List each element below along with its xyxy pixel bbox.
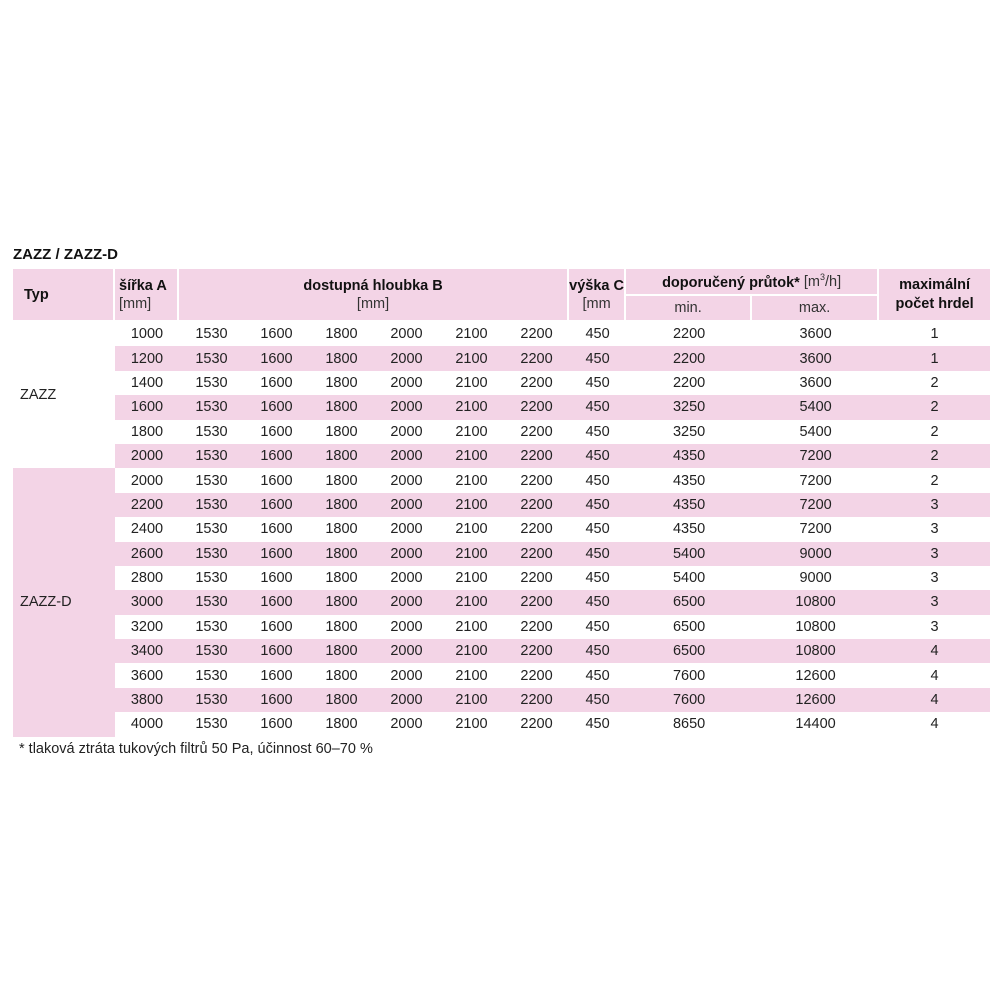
hloubka-cell: 2100 (439, 590, 504, 614)
vyska-cell: 450 (569, 542, 626, 566)
header-min: min. (626, 296, 752, 322)
table-row (13, 566, 990, 590)
hloubka-cell: 1530 (179, 712, 244, 736)
sirka-cell: 1400 (115, 371, 179, 395)
sirka-cell: 1600 (115, 395, 179, 419)
hloubka-cell: 2200 (504, 590, 569, 614)
prutok-max-cell: 9000 (752, 542, 879, 566)
hloubka-cell: 2100 (439, 444, 504, 468)
table-row (13, 322, 990, 346)
hloubka-cell: 1600 (244, 590, 309, 614)
table-row (13, 688, 990, 712)
hrdla-cell: 2 (879, 420, 990, 444)
table-row (13, 468, 990, 492)
vyska-cell: 450 (569, 371, 626, 395)
hloubka-cell: 2100 (439, 615, 504, 639)
table-row (13, 493, 990, 517)
hloubka-cell: 1800 (309, 615, 374, 639)
vyska-cell: 450 (569, 493, 626, 517)
hloubka-cell: 2000 (374, 615, 439, 639)
prutok-min-cell: 4350 (626, 444, 752, 468)
prutok-min-cell: 6500 (626, 639, 752, 663)
header-vyska: výška C [mm (569, 269, 626, 322)
hloubka-cell: 2000 (374, 517, 439, 541)
hloubka-cell: 2000 (374, 468, 439, 492)
type-cell: ZAZZ-D (13, 468, 115, 736)
prutok-max-cell: 7200 (752, 493, 879, 517)
table-row (13, 615, 990, 639)
prutok-min-cell: 8650 (626, 712, 752, 736)
hloubka-cell: 1800 (309, 542, 374, 566)
table-row (13, 639, 990, 663)
hloubka-cell: 2100 (439, 346, 504, 370)
prutok-max-cell: 7200 (752, 517, 879, 541)
hrdla-cell: 3 (879, 590, 990, 614)
hrdla-cell: 4 (879, 639, 990, 663)
sirka-cell: 1800 (115, 420, 179, 444)
table-row (13, 517, 990, 541)
vyska-cell: 450 (569, 517, 626, 541)
hloubka-cell: 1600 (244, 493, 309, 517)
hloubka-cell: 1800 (309, 468, 374, 492)
hloubka-cell: 2200 (504, 371, 569, 395)
hloubka-cell: 2100 (439, 663, 504, 687)
prutok-max-cell: 12600 (752, 663, 879, 687)
hloubka-cell: 2100 (439, 468, 504, 492)
hloubka-cell: 1530 (179, 542, 244, 566)
hloubka-cell: 2200 (504, 395, 569, 419)
hloubka-cell: 1800 (309, 444, 374, 468)
hloubka-cell: 1800 (309, 346, 374, 370)
hloubka-cell: 2100 (439, 371, 504, 395)
hloubka-cell: 1800 (309, 371, 374, 395)
hrdla-cell: 2 (879, 468, 990, 492)
prutok-min-cell: 4350 (626, 517, 752, 541)
hloubka-cell: 2000 (374, 712, 439, 736)
hloubka-cell: 2100 (439, 493, 504, 517)
header-max: max. (752, 296, 879, 322)
vyska-cell: 450 (569, 712, 626, 736)
hrdla-cell: 3 (879, 615, 990, 639)
footnote: * tlaková ztráta tukových filtrů 50 Pa, účinnost 60–70 % (19, 741, 373, 757)
hloubka-cell: 2200 (504, 542, 569, 566)
header-hrdla: maximální počet hrdel (879, 269, 990, 322)
vyska-cell: 450 (569, 688, 626, 712)
hloubka-cell: 2100 (439, 688, 504, 712)
sirka-cell: 1200 (115, 346, 179, 370)
hloubka-cell: 2200 (504, 517, 569, 541)
hloubka-cell: 1530 (179, 420, 244, 444)
sirka-cell: 3600 (115, 663, 179, 687)
sirka-cell: 2000 (115, 468, 179, 492)
hloubka-cell: 1530 (179, 590, 244, 614)
hloubka-cell: 1600 (244, 566, 309, 590)
vyska-cell: 450 (569, 420, 626, 444)
prutok-min-cell: 2200 (626, 371, 752, 395)
hloubka-cell: 1800 (309, 639, 374, 663)
header-sirka: šířka A [mm] (115, 269, 179, 322)
hrdla-cell: 4 (879, 712, 990, 736)
hloubka-cell: 1800 (309, 517, 374, 541)
hloubka-cell: 1800 (309, 663, 374, 687)
sirka-cell: 3200 (115, 615, 179, 639)
hloubka-cell: 1530 (179, 566, 244, 590)
prutok-max-cell: 5400 (752, 395, 879, 419)
hloubka-cell: 1800 (309, 688, 374, 712)
vyska-cell: 450 (569, 566, 626, 590)
hrdla-cell: 3 (879, 493, 990, 517)
vyska-cell: 450 (569, 663, 626, 687)
table-body (13, 322, 990, 737)
prutok-max-cell: 14400 (752, 712, 879, 736)
sirka-cell: 2000 (115, 444, 179, 468)
hloubka-cell: 2100 (439, 542, 504, 566)
hloubka-cell: 2000 (374, 395, 439, 419)
prutok-min-cell: 7600 (626, 688, 752, 712)
hrdla-cell: 4 (879, 688, 990, 712)
vyska-cell: 450 (569, 468, 626, 492)
hrdla-cell: 1 (879, 346, 990, 370)
hloubka-cell: 2200 (504, 468, 569, 492)
hloubka-cell: 2200 (504, 493, 569, 517)
hloubka-cell: 2200 (504, 346, 569, 370)
prutok-max-cell: 5400 (752, 420, 879, 444)
table-row (13, 395, 990, 419)
hloubka-cell: 2000 (374, 371, 439, 395)
hloubka-cell: 2200 (504, 444, 569, 468)
hloubka-cell: 2000 (374, 566, 439, 590)
prutok-max-cell: 3600 (752, 346, 879, 370)
hloubka-cell: 1530 (179, 468, 244, 492)
hloubka-cell: 1600 (244, 468, 309, 492)
hloubka-cell: 1600 (244, 615, 309, 639)
hloubka-cell: 2000 (374, 493, 439, 517)
prutok-min-cell: 6500 (626, 615, 752, 639)
hloubka-cell: 2100 (439, 517, 504, 541)
hloubka-cell: 1530 (179, 663, 244, 687)
hloubka-cell: 1600 (244, 395, 309, 419)
table-row (13, 712, 990, 736)
type-cell: ZAZZ (13, 322, 115, 468)
prutok-max-cell: 7200 (752, 468, 879, 492)
hloubka-cell: 1800 (309, 712, 374, 736)
hloubka-cell: 1600 (244, 420, 309, 444)
prutok-max-cell: 7200 (752, 444, 879, 468)
prutok-max-cell: 10800 (752, 590, 879, 614)
sirka-cell: 3800 (115, 688, 179, 712)
hloubka-cell: 1530 (179, 517, 244, 541)
hloubka-cell: 1600 (244, 346, 309, 370)
prutok-max-cell: 10800 (752, 615, 879, 639)
hloubka-cell: 2200 (504, 688, 569, 712)
hloubka-cell: 1800 (309, 590, 374, 614)
hloubka-cell: 2200 (504, 566, 569, 590)
sirka-cell: 2200 (115, 493, 179, 517)
hloubka-cell: 1800 (309, 566, 374, 590)
hloubka-cell: 2000 (374, 590, 439, 614)
sirka-cell: 1000 (115, 322, 179, 346)
hrdla-cell: 2 (879, 395, 990, 419)
prutok-min-cell: 5400 (626, 566, 752, 590)
prutok-min-cell: 3250 (626, 420, 752, 444)
vyska-cell: 450 (569, 590, 626, 614)
sirka-cell: 4000 (115, 712, 179, 736)
prutok-min-cell: 2200 (626, 346, 752, 370)
vyska-cell: 450 (569, 639, 626, 663)
prutok-min-cell: 7600 (626, 663, 752, 687)
hrdla-cell: 4 (879, 663, 990, 687)
hloubka-cell: 1600 (244, 712, 309, 736)
table-row (13, 371, 990, 395)
hloubka-cell: 2100 (439, 566, 504, 590)
header-prutok: doporučený průtok* $[m^3/h]$ (626, 269, 879, 296)
hloubka-cell: 1530 (179, 639, 244, 663)
prutok-max-cell: 3600 (752, 322, 879, 346)
hloubka-cell: 2000 (374, 322, 439, 346)
sirka-cell: 3000 (115, 590, 179, 614)
sirka-cell: 3400 (115, 639, 179, 663)
header-hloubka: dostupná hloubka B [mm] (179, 269, 569, 322)
table-row (13, 346, 990, 370)
hloubka-cell: 1800 (309, 493, 374, 517)
hrdla-cell: 1 (879, 322, 990, 346)
hloubka-cell: 2100 (439, 395, 504, 419)
table-row (13, 663, 990, 687)
hloubka-cell: 2200 (504, 615, 569, 639)
sirka-cell: 2600 (115, 542, 179, 566)
hloubka-cell: 2100 (439, 322, 504, 346)
hloubka-cell: 2000 (374, 444, 439, 468)
hrdla-cell: 3 (879, 542, 990, 566)
hloubka-cell: 2000 (374, 639, 439, 663)
spec-table (13, 269, 990, 737)
hloubka-cell: 1530 (179, 444, 244, 468)
prutok-min-cell: 6500 (626, 590, 752, 614)
vyska-cell: 450 (569, 346, 626, 370)
hloubka-cell: 2200 (504, 663, 569, 687)
hloubka-cell: 2000 (374, 688, 439, 712)
sirka-cell: 2400 (115, 517, 179, 541)
hrdla-cell: 2 (879, 444, 990, 468)
hloubka-cell: 2100 (439, 639, 504, 663)
table-row (13, 420, 990, 444)
hloubka-cell: 2100 (439, 712, 504, 736)
prutok-min-cell: 4350 (626, 468, 752, 492)
hloubka-cell: 2000 (374, 346, 439, 370)
sirka-cell: 2800 (115, 566, 179, 590)
hloubka-cell: 1600 (244, 371, 309, 395)
hloubka-cell: 1530 (179, 395, 244, 419)
prutok-min-cell: 2200 (626, 322, 752, 346)
hloubka-cell: 1530 (179, 346, 244, 370)
vyska-cell: 450 (569, 444, 626, 468)
prutok-max-cell: 9000 (752, 566, 879, 590)
hloubka-cell: 2200 (504, 322, 569, 346)
vyska-cell: 450 (569, 395, 626, 419)
hloubka-cell: 1600 (244, 688, 309, 712)
hloubka-cell: 1600 (244, 639, 309, 663)
vyska-cell: 450 (569, 322, 626, 346)
hloubka-cell: 2000 (374, 420, 439, 444)
hloubka-cell: 2200 (504, 712, 569, 736)
hloubka-cell: 1800 (309, 420, 374, 444)
header-typ: Typ (13, 269, 115, 322)
prutok-min-cell: 3250 (626, 395, 752, 419)
prutok-max-cell: 10800 (752, 639, 879, 663)
hloubka-cell: 2100 (439, 420, 504, 444)
hloubka-cell: 1600 (244, 663, 309, 687)
table-row (13, 590, 990, 614)
vyska-cell: 450 (569, 615, 626, 639)
table-title: ZAZZ / ZAZZ-D (13, 246, 118, 263)
hrdla-cell: 2 (879, 371, 990, 395)
hloubka-cell: 1600 (244, 444, 309, 468)
hrdla-cell: 3 (879, 517, 990, 541)
hloubka-cell: 1600 (244, 322, 309, 346)
hloubka-cell: 1530 (179, 493, 244, 517)
hloubka-cell: 1530 (179, 322, 244, 346)
prutok-min-cell: 5400 (626, 542, 752, 566)
hloubka-cell: 2200 (504, 420, 569, 444)
hloubka-cell: 1800 (309, 395, 374, 419)
hloubka-cell: 1530 (179, 688, 244, 712)
hloubka-cell: 1530 (179, 371, 244, 395)
hloubka-cell: 1600 (244, 542, 309, 566)
table-row (13, 444, 990, 468)
hloubka-cell: 2000 (374, 542, 439, 566)
prutok-min-cell: 4350 (626, 493, 752, 517)
hloubka-cell: 2000 (374, 663, 439, 687)
prutok-max-cell: 12600 (752, 688, 879, 712)
hrdla-cell: 3 (879, 566, 990, 590)
hloubka-cell: 1530 (179, 615, 244, 639)
hloubka-cell: 1600 (244, 517, 309, 541)
table-row (13, 542, 990, 566)
hloubka-cell: 1800 (309, 322, 374, 346)
prutok-max-cell: 3600 (752, 371, 879, 395)
hloubka-cell: 2200 (504, 639, 569, 663)
